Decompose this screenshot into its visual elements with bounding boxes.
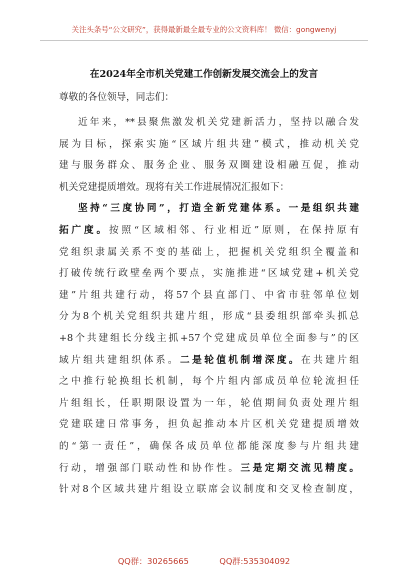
document-body [59,112,359,501]
body-line: 行动，增强部门联动性和协作性。三是定期交流见精度。 [59,462,359,474]
body-line: 针对8个区域共建片组设立联席会议制度和交叉检查制度， [59,484,359,496]
body-line: 拓广度。按照“区域相邻、行业相近”原则，在保持原有 [59,224,359,236]
body-line: 建”片组共建行动，将57个县直部门、中省市驻邻单位划 [59,289,359,301]
body-line: 片组组长，任职期限设置为一年，轮值期间负责处理片组 [59,397,359,409]
document-title: 在2024年全市机关党建工作创新发展交流会上的发言 [89,69,319,80]
body-line: 域片组共建组织体系。二是轮值机制增深度。在共建片组 [59,354,359,366]
header-banner-text: 关注头条号“公文研究”，获得最新最全最专业的公文资料库！ 微信：gongwenyj [71,25,337,34]
salutation: 尊敬的各位领导，同志们： [59,92,175,103]
body-line: 党组织隶属关系不变的基础上，把握机关党组织全覆盖和 [59,246,359,258]
body-line: 建与服务群众、服务企业、服务双圈建设相融互促，推动 [59,160,359,172]
body-line: 的“第一责任”，确保各成员单位都能深度参与片组共建 [59,440,359,452]
header-divider [40,40,368,41]
emphasis-text: 二是轮值机制增深度。 [180,354,302,366]
footer-qq-group-1: QQ群：30265665 [117,556,189,566]
body-line: 机关党建提质增效。现将有关工作进展情况汇报如下： [59,181,290,193]
body-line: 分为8个机关党组织共建片组，形成“县委组织部牵头抓总 [59,311,359,323]
body-line: 党建联建日常事务，担负起推动本片区机关党建提质增效 [59,419,359,431]
footer-banner [0,556,408,567]
emphasis-text: 拓广度。 [59,224,109,236]
emphasis-text: 三是定期交流见精度。 [240,462,359,474]
body-line: 展为目标，探索实施“区域片组共建”模式，推动机关党 [59,138,359,150]
body-line: 打破传统行政壁垒两个要点，实施推进“区域党建+机关党 [59,268,359,280]
header-banner [0,0,408,52]
emphasis-text: 坚持“三度协同”，打造全新党建体系。一是组织共建 [78,203,359,215]
body-line: 之中推行轮换组长机制，每个片组内部成员单位轮流担任 [59,376,359,388]
body-line: +8个共建组长分线主抓+57个党建成员单位全面参与”的区 [59,332,359,344]
body-line: 近年来，**县聚焦激发机关党建新活力，坚持以融合发 [78,117,359,128]
body-line [59,198,359,220]
footer-qq-group-2: QQ群:535304092 [219,556,291,566]
